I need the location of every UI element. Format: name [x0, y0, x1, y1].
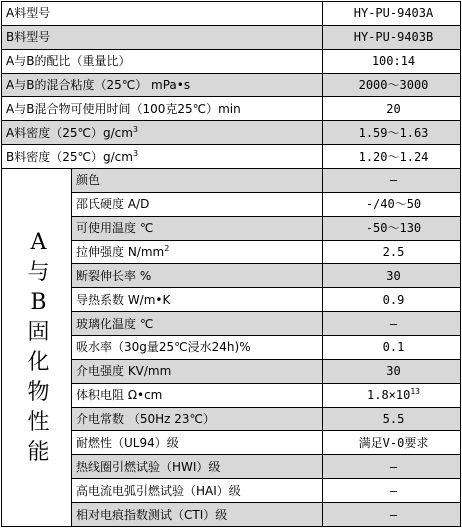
property-value-text: 0.9 — [382, 292, 405, 307]
spec-value: 100:14 — [323, 49, 461, 73]
property-value-text: 30 — [386, 364, 401, 379]
property-label — [72, 240, 323, 264]
property-label-text: 拉伸强度 N/mm — [76, 245, 165, 260]
property-value — [323, 503, 461, 527]
property-row — [2, 169, 461, 193]
spec-value: 1.59～1.63 — [323, 121, 461, 145]
property-label — [72, 383, 323, 407]
group-label-char: A — [30, 229, 47, 255]
superscript: 3 — [132, 124, 138, 134]
property-value — [323, 407, 461, 431]
property-label — [72, 407, 323, 431]
property-label-text: 导热系数 W/m•K — [76, 292, 171, 307]
spec-label — [2, 121, 323, 145]
property-value-text: 1.8×10 — [367, 388, 411, 403]
spec-label-text: A与B的混合粘度（25℃） mPa•s — [6, 78, 191, 92]
spec-label-text: B料密度（25℃）g/cm — [6, 149, 133, 164]
spec-value: 20 — [323, 97, 461, 121]
property-label-text: 玻璃化温度 ℃ — [76, 316, 154, 331]
group-label-char: B — [30, 289, 47, 315]
property-label-text: 介电强度 KV/mm — [76, 364, 172, 379]
property-value — [323, 359, 461, 383]
property-label — [72, 169, 323, 193]
group-label-char: 能 — [27, 439, 50, 465]
property-label-text: 相对电痕指数测试（CTI）级 — [76, 507, 228, 522]
spec-label-text: A料型号 — [6, 6, 51, 21]
property-value-text: -50～130 — [365, 221, 422, 236]
group-label-char: 固 — [27, 319, 50, 345]
property-label-text: 断裂伸长率 % — [76, 268, 152, 283]
superscript: 3 — [132, 148, 139, 158]
group-label-char: 物 — [27, 379, 50, 405]
property-label-text: 邵氏硬度 A/D — [76, 197, 150, 212]
spec-label — [2, 49, 323, 73]
property-value — [323, 192, 461, 216]
spec-table — [1, 1, 461, 527]
spec-value: HY-PU-9403A — [323, 2, 461, 26]
property-label — [72, 336, 323, 360]
spec-value: 2000～3000 — [323, 73, 461, 97]
spec-row — [2, 73, 461, 97]
property-label-text: 颜色 — [76, 173, 101, 188]
property-value — [323, 455, 461, 479]
property-label — [72, 431, 323, 455]
property-label — [72, 264, 323, 288]
superscript: 2 — [164, 244, 170, 254]
property-value — [323, 216, 461, 240]
property-label-text: 耐燃性（UL94）级 — [76, 435, 179, 450]
spec-row — [2, 97, 461, 121]
property-value-text: 30 — [386, 268, 401, 283]
property-value-text: -/40～50 — [365, 197, 422, 212]
spec-label-text: A料密度（25℃）g/cm — [6, 125, 133, 140]
superscript: 13 — [410, 387, 420, 397]
property-value-text: 5.5 — [382, 412, 405, 427]
spec-label-text: A与B混合物可使用时间（100克25℃）min — [6, 101, 241, 116]
property-label — [72, 192, 323, 216]
property-label-text: 吸水率（30g量25℃浸水24h)% — [76, 340, 251, 355]
property-label-text: 体积电阻 Ω•cm — [76, 388, 163, 403]
group-label-char: 化 — [27, 349, 50, 375]
property-value-text: — — [389, 459, 398, 474]
spec-row — [2, 2, 461, 26]
property-value-text: 0.1 — [382, 340, 405, 355]
spec-value: HY-PU-9403B — [323, 25, 461, 49]
group-label — [2, 169, 72, 527]
spec-row — [2, 145, 461, 169]
property-value — [323, 264, 461, 288]
property-value — [323, 240, 461, 264]
property-label — [72, 503, 323, 527]
property-value-text: — — [389, 173, 398, 188]
property-value — [323, 383, 461, 407]
property-value-text: 2.5 — [382, 245, 405, 260]
spec-row — [2, 49, 461, 73]
property-label — [72, 479, 323, 503]
spec-label-text: B料型号 — [6, 30, 51, 45]
property-label — [72, 359, 323, 383]
property-value — [323, 288, 461, 312]
property-value — [323, 312, 461, 336]
property-label — [72, 216, 323, 240]
group-label-char: 性 — [27, 409, 50, 435]
spec-label — [2, 73, 323, 97]
property-value-text: — — [389, 483, 398, 498]
spec-label — [2, 2, 323, 26]
spec-label-text: A与B的配比（重量比） — [6, 54, 131, 69]
property-label-text: 热线圈引燃试验（HWI）级 — [76, 459, 221, 474]
property-value-text: — — [389, 507, 398, 522]
spec-label — [2, 145, 323, 169]
property-value-text: 满足V-0要求 — [358, 435, 429, 450]
property-label-text: 可使用温度 ℃ — [76, 221, 154, 236]
property-label — [72, 455, 323, 479]
spec-row — [2, 121, 461, 145]
property-value — [323, 479, 461, 503]
spec-label — [2, 97, 323, 121]
spec-label — [2, 25, 323, 49]
property-label — [72, 288, 323, 312]
property-value-text: — — [389, 316, 398, 331]
property-value — [323, 336, 461, 360]
spec-value: 1.20～1.24 — [323, 145, 461, 169]
property-label — [72, 312, 323, 336]
spec-row — [2, 25, 461, 49]
group-label-char: 与 — [27, 259, 50, 285]
property-label-text: 高电流电弧引燃试验（HAI）级 — [76, 483, 241, 498]
spec-table-body — [2, 2, 461, 527]
property-label-text: 介电常数 （50Hz 23℃） — [76, 412, 215, 427]
property-value — [323, 431, 461, 455]
property-value — [323, 169, 461, 193]
